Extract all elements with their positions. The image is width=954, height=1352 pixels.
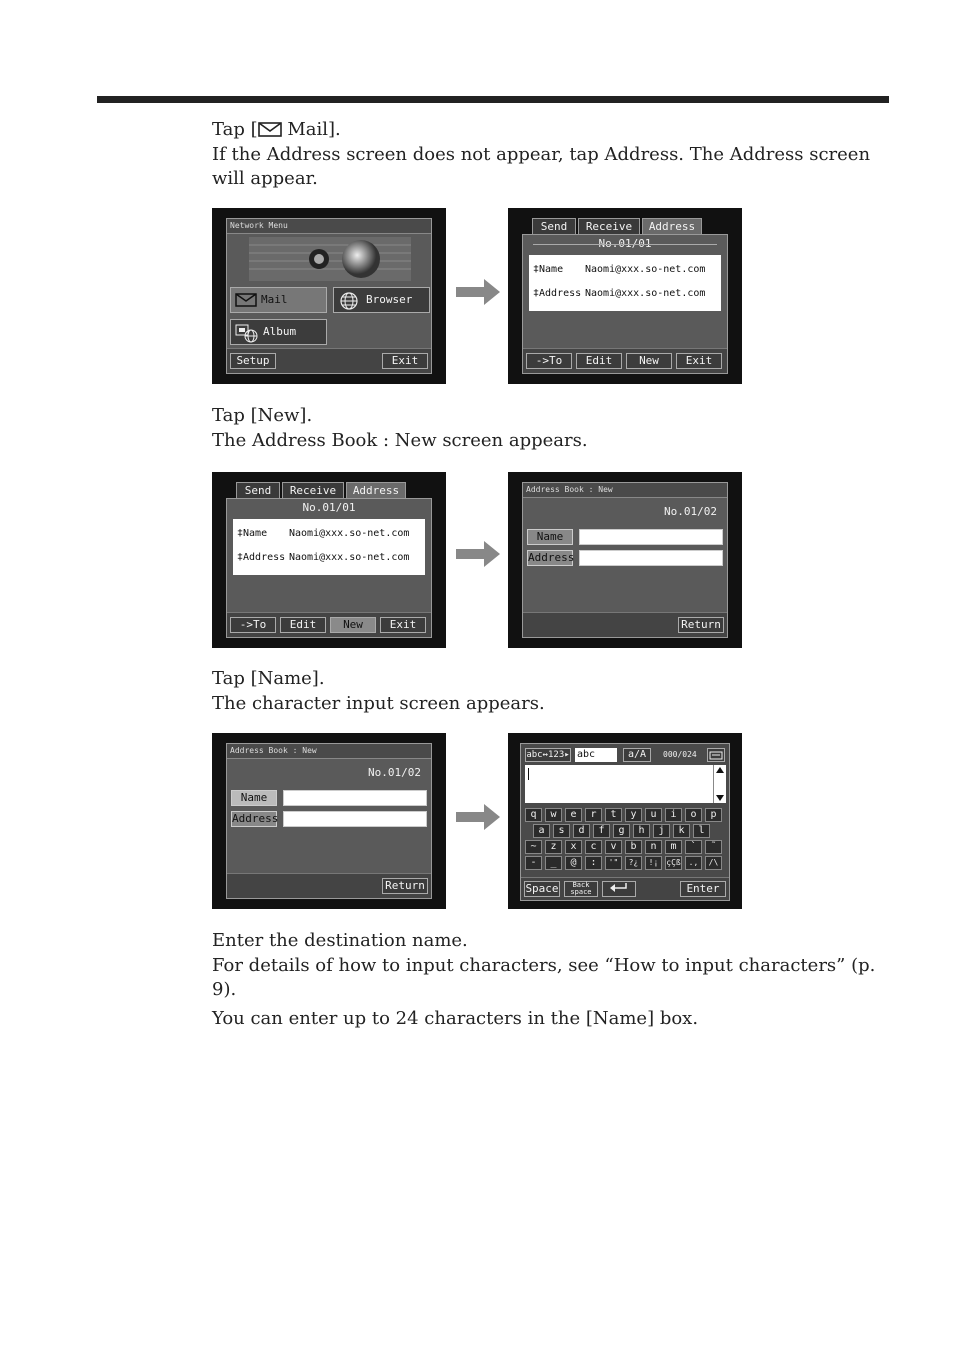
step-2-line1: Tap [New]. [212, 405, 313, 426]
key[interactable]: u [645, 808, 662, 822]
name-label: ‡Name [533, 264, 564, 275]
key[interactable]: e [565, 808, 582, 822]
key[interactable]: !¡ [645, 856, 662, 870]
address-book-new-screenshot [508, 472, 742, 648]
name-button[interactable]: Name [527, 529, 573, 545]
space-button[interactable]: Space [525, 882, 559, 895]
key[interactable]: r [585, 808, 602, 822]
tab-address[interactable]: Address [642, 218, 702, 234]
return-button[interactable]: Return [382, 878, 428, 894]
key[interactable]: g [613, 824, 630, 838]
keyboard-settings-icon[interactable] [707, 748, 725, 762]
key[interactable]: ~ [525, 840, 542, 854]
key[interactable]: ˜ [705, 840, 722, 854]
case-toggle-button[interactable]: a/A [623, 748, 651, 762]
mode-toggle-button[interactable]: abc↔123▸ [526, 750, 570, 760]
tab-send[interactable]: Send [532, 218, 576, 234]
tab-address[interactable]: Address [346, 482, 406, 498]
key[interactable]: _ [545, 856, 562, 870]
arrow-right-icon [456, 541, 500, 567]
character-counter: 000/024 [663, 750, 697, 759]
key[interactable]: ` [685, 840, 702, 854]
backspace-button[interactable]: Back space [564, 881, 598, 897]
record-number: No.01/01 [598, 237, 652, 250]
scroll-up-icon[interactable] [716, 767, 724, 773]
name-value: Naomi@xxx.so-net.com [289, 528, 410, 539]
mail-icon [258, 122, 282, 137]
scrollbar[interactable] [713, 765, 726, 803]
edit-button[interactable]: Edit [280, 617, 326, 633]
key[interactable]: l [693, 824, 710, 838]
key[interactable]: z [545, 840, 562, 854]
key[interactable]: s [553, 824, 570, 838]
to-button[interactable]: ->To [230, 617, 276, 633]
network-menu-screenshot [212, 208, 446, 384]
step-3-text [212, 667, 882, 716]
key[interactable]: y [625, 808, 642, 822]
text-cursor [528, 768, 529, 780]
name-field[interactable] [579, 529, 723, 545]
tab-receive[interactable]: Receive [578, 218, 640, 234]
key[interactable]: ?¿ [625, 856, 642, 870]
album-icon [235, 323, 259, 343]
record-number: No.01/02 [664, 505, 717, 518]
address-label: ‡Address [533, 288, 582, 299]
key[interactable]: h [633, 824, 650, 838]
key[interactable]: c [585, 840, 602, 854]
key[interactable]: @ [565, 856, 582, 870]
name-button[interactable]: Name [231, 790, 277, 806]
address-screenshot [508, 208, 742, 384]
address-field[interactable] [579, 550, 723, 566]
character-input-screenshot [508, 733, 742, 909]
screen-title: Network Menu [227, 219, 431, 234]
step-4-text [212, 929, 882, 1003]
key[interactable]: k [673, 824, 690, 838]
tab-send[interactable]: Send [236, 482, 280, 498]
key[interactable]: p [705, 808, 722, 822]
mail-button[interactable]: Mail [230, 287, 327, 313]
key[interactable]: m [665, 840, 682, 854]
key[interactable]: /\ [705, 856, 722, 870]
address-field[interactable] [283, 811, 427, 827]
key[interactable]: x [565, 840, 582, 854]
step-3-line1: Tap [Name]. [212, 668, 325, 689]
edit-button[interactable]: Edit [576, 353, 622, 369]
new-button[interactable]: New [626, 353, 672, 369]
key[interactable]: çÇß [665, 856, 682, 870]
key[interactable]: : [585, 856, 602, 870]
name-label: ‡Name [237, 528, 268, 539]
mail-icon [235, 293, 257, 307]
arrow-right-icon [456, 804, 500, 830]
step-2-text [212, 404, 882, 453]
key[interactable]: v [605, 840, 622, 854]
text-input-area[interactable] [525, 765, 713, 803]
divider [533, 244, 717, 245]
exit-button[interactable]: Exit [676, 353, 722, 369]
key[interactable]: '" [605, 856, 622, 870]
input-mode-field[interactable]: abc [575, 748, 617, 762]
scroll-down-icon[interactable] [716, 795, 724, 801]
record-number: No.01/01 [302, 501, 356, 514]
step-2-line2: The Address Book : New screen appears. [212, 429, 588, 451]
key[interactable]: - [525, 856, 542, 870]
return-button[interactable]: Return [678, 617, 724, 633]
key[interactable]: a [533, 824, 550, 838]
address-value: Naomi@xxx.so-net.com [585, 288, 706, 299]
key[interactable]: f [593, 824, 610, 838]
tab-receive[interactable]: Receive [282, 482, 344, 498]
globe-banner-image [249, 237, 411, 281]
return-arrow-icon [609, 882, 629, 892]
screen-title: Address Book : New [227, 744, 431, 759]
newline-button[interactable] [602, 881, 636, 897]
step-1-text [212, 118, 882, 192]
browser-button[interactable]: Browser [333, 287, 430, 313]
key[interactable]: q [525, 808, 542, 822]
key[interactable]: j [653, 824, 670, 838]
step-4-line2: For details of how to input characters, see “How to input characters” (p. 9). [212, 954, 876, 1000]
header-rule [97, 96, 889, 103]
setup-button[interactable]: Setup [230, 353, 276, 369]
key[interactable]: b [625, 840, 642, 854]
exit-button[interactable]: Exit [382, 353, 428, 369]
key[interactable]: n [645, 840, 662, 854]
screen-title: Address Book : New [523, 483, 727, 498]
address-label: ‡Address [237, 552, 286, 563]
step-1-line2: If the Address screen does not appear, tap Address. The Address screen will appear. [212, 143, 871, 189]
exit-button[interactable]: Exit [380, 617, 426, 633]
address-button[interactable]: Address [232, 812, 279, 825]
name-field[interactable] [283, 790, 427, 806]
key[interactable]: w [545, 808, 562, 822]
enter-button[interactable]: Enter [680, 881, 726, 897]
address-button[interactable]: Address [528, 551, 575, 564]
key[interactable]: o [685, 808, 702, 822]
arrow-right-icon [456, 279, 500, 305]
note: You can enter up to 24 characters in the [Name] box. [212, 1008, 699, 1029]
key[interactable]: i [665, 808, 682, 822]
name-value: Naomi@xxx.so-net.com [585, 264, 706, 275]
key[interactable]: d [573, 824, 590, 838]
step-3-line2: The character input screen appears. [212, 692, 545, 714]
note-text [212, 1007, 882, 1032]
step-4-line1: Enter the destination name. [212, 930, 468, 951]
globe-icon [339, 291, 359, 311]
key[interactable]: ., [685, 856, 702, 870]
album-button[interactable]: Album [230, 319, 327, 345]
address-screenshot-new-selected [212, 472, 446, 648]
address-value: Naomi@xxx.so-net.com [289, 552, 410, 563]
step-1-line1: Tap [ Mail]. [212, 119, 341, 140]
new-button[interactable]: New [330, 617, 376, 633]
key[interactable]: t [605, 808, 622, 822]
address-book-new-name-selected-screenshot [212, 733, 446, 909]
record-number: No.01/02 [368, 766, 421, 779]
to-button[interactable]: ->To [526, 353, 572, 369]
